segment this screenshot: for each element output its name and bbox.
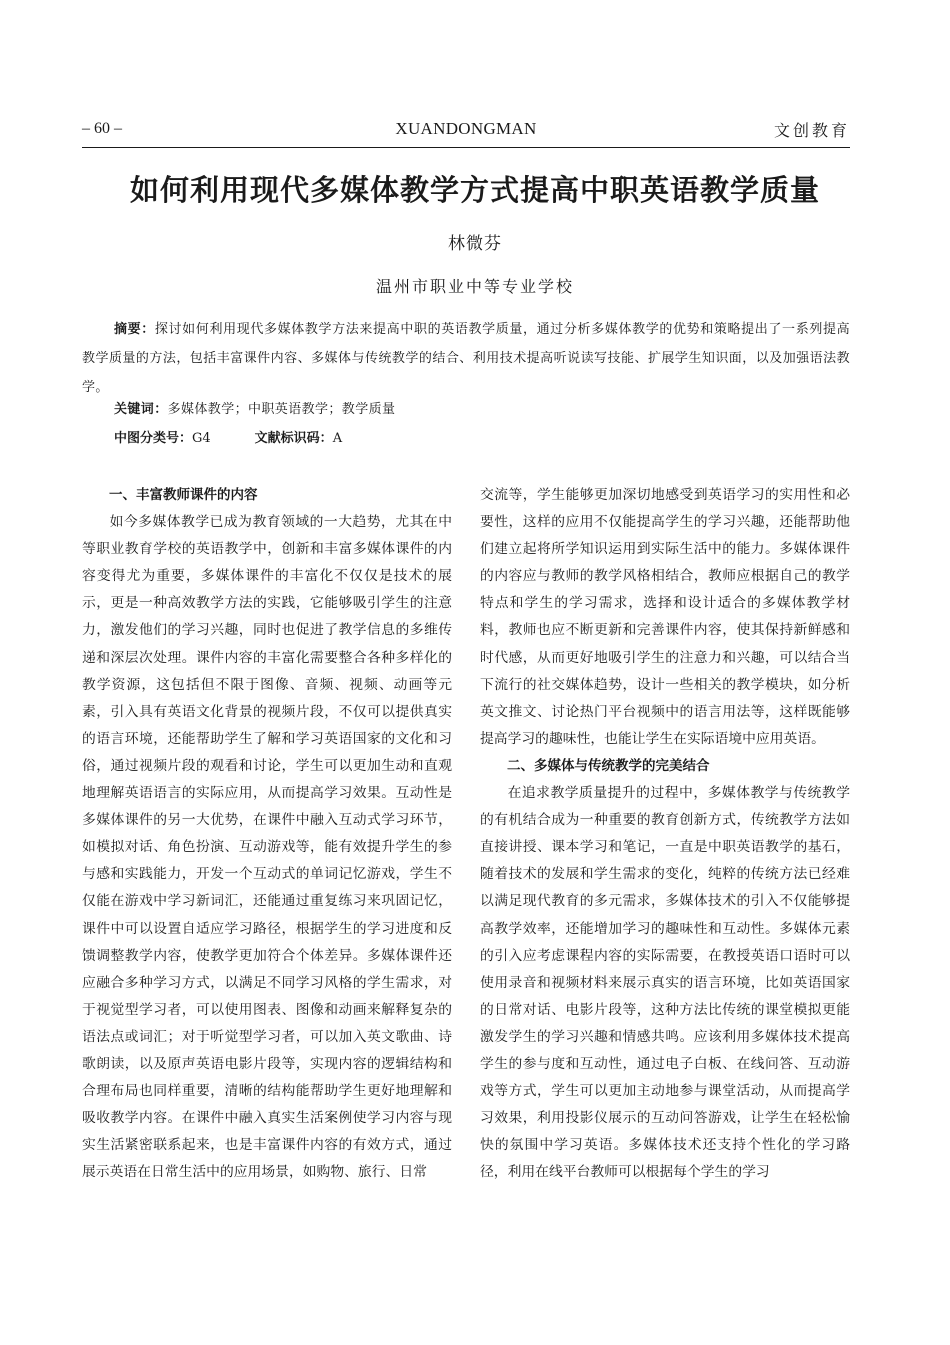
left-column (82, 482, 452, 1186)
classification-line (114, 427, 342, 451)
section-2-heading: 二、多媒体与传统教学的完美结合 (507, 757, 710, 774)
abstract-label: 摘要： (114, 322, 155, 337)
abstract-text: 探讨如何利用现代多媒体教学方法来提高中职的英语教学质量，通过分析多媒体教学的优势和策略提出了一系列提高教学质量的方法，包括丰富课件内容、多媒体与传统教学的结合、利用技术提高听说读写技能、扩展学生知识面，以及加强语法教学。 (82, 322, 850, 395)
journal-chinese-title: 文创教育 (773, 121, 850, 140)
journal-title: XUANDONGMAN (395, 119, 537, 138)
keywords-label: 关键词： (114, 402, 168, 417)
clc-label: 中图分类号： (114, 431, 193, 446)
clc-value: G4 (192, 431, 211, 446)
header-rule (82, 147, 850, 148)
section-1-paragraph-continued: 交流等，学生能够更加深切地感受到英语学习的实用性和必要性，这样的应用不仅能提高学生的学习兴趣，还能帮助他们建立起将所学知识运用到实际生活中的能力。多媒体课件的内容应与教师的教学风格相结合，教师应根据自己的教学特点和学生的学习需求，选择和设计适合的多媒体教学材料，教师也应不断更新和完善课件内容，使其保持新鲜感和时代感，从而更好地吸引学生的注意力和兴趣，可以结合当下流行的社交媒体趋势，设计一些相关的教学模块，如分析英文推文、讨论热门平台视频中的语言用法等，这样既能够提高学习的趣味性，也能让学生在实际语境中应用英语。 (480, 487, 850, 747)
article-title: 如何利用现代多媒体教学方式提高中职英语教学质量 (129, 173, 820, 207)
keywords-text: 多媒体教学；中职英语教学；教学质量 (167, 402, 396, 417)
section-1-paragraph: 如今多媒体教学已成为教育领域的一大趋势，尤其在中等职业教育学校的英语教学中，创新和丰富多媒体课件的内容变得尤为重要，多媒体课件的丰富化不仅仅是技术的展示，更是一种高效教学方法的实践，它能够吸引学生的注意力，激发他们的学习兴趣，同时也促进了教学信息的多维传递和深层次处理。课件内容的丰富化需要整合各种多样化的教学资源，这包括但不限于图像、音频、视频、动画等元素，引入具有英语文化背景的视频片段，不仅可以提供真实的语言环境，还能帮助学生了解和学习英语国家的文化和习俗，通过视频片段的观看和讨论，学生可以更加生动和直观地理解英语语言的实际应用，从而提高学习效果。互动性是多媒体课件的另一大优势，在课件中融入互动式学习环节，如模拟对话、角色扮演、互动游戏等，能有效提升学生的参与感和实践能力，开发一个互动式的单词记忆游戏，学生不仅能在游戏中学习新词汇，还能通过重复练习来巩固记忆，课件中可以设置自适应学习路径，根据学生的学习进度和反馈调整教学内容，使教学更加符合个体差异。多媒体课件还应融合多种学习方式，以满足不同学习风格的学生需求，对于视觉型学习者，可以使用图表、图像和动画来解释复杂的语法点或词汇；对于听觉型学习者，可以加入英文歌曲、诗歌朗读，以及原声英语电影片段等，实现内容的逻辑结构和合理布局也同样重要，清晰的结构能帮助学生更好地理解和吸收教学内容。在课件中融入真实生活案例使学习内容与现实生活紧密联系起来，也是丰富课件内容的有效方式，通过展示英语在日常生活中的应用场景，如购物、旅行、日常 (82, 514, 452, 1181)
section-1-heading: 一、丰富教师课件的内容 (109, 487, 258, 503)
page-number: – 60 – (82, 120, 122, 137)
running-header (82, 118, 850, 144)
author-name: 林微芬 (448, 234, 502, 254)
section-2-paragraph: 在追求教学质量提升的过程中，多媒体教学与传统教学的有机结合成为一种重要的教育创新方式，传统教学方法如直接讲授、课本学习和笔记，一直是中职英语教学的基石，随着技术的发展和学生需求的变化，纯粹的传统方法已经难以满足现代教育的多元需求，多媒体技术的引入不仅能够提高教学效率，还能增加学习的趣味性和互动性。多媒体元素的引入应考虑课程内容的实际需要，在教授英语口语时可以使用录音和视频材料来展示真实的语言环境，比如英语国家的日常对话、电影片段等，这种方法比传统的课堂模拟更能激发学生的学习兴趣和情感共鸣。应该利用多媒体技术提高学生的参与度和互动性，通过电子白板、在线问答、互动游戏等方式，学生可以更加主动地参与课堂活动，从而提高学习效果，利用投影仪展示的互动问答游戏，让学生在轻松愉快的氛围中学习英语。多媒体技术还支持个性化的学习路径，利用在线平台教师可以根据每个学生的学习 (480, 785, 850, 1181)
author-affiliation: 温州市职业中等专业学校 (375, 277, 574, 296)
doc-code-value: A (332, 431, 343, 446)
keywords (114, 398, 395, 422)
abstract (82, 315, 850, 402)
doc-code-label: 文献标识码： (254, 431, 333, 446)
right-column (480, 482, 850, 1186)
